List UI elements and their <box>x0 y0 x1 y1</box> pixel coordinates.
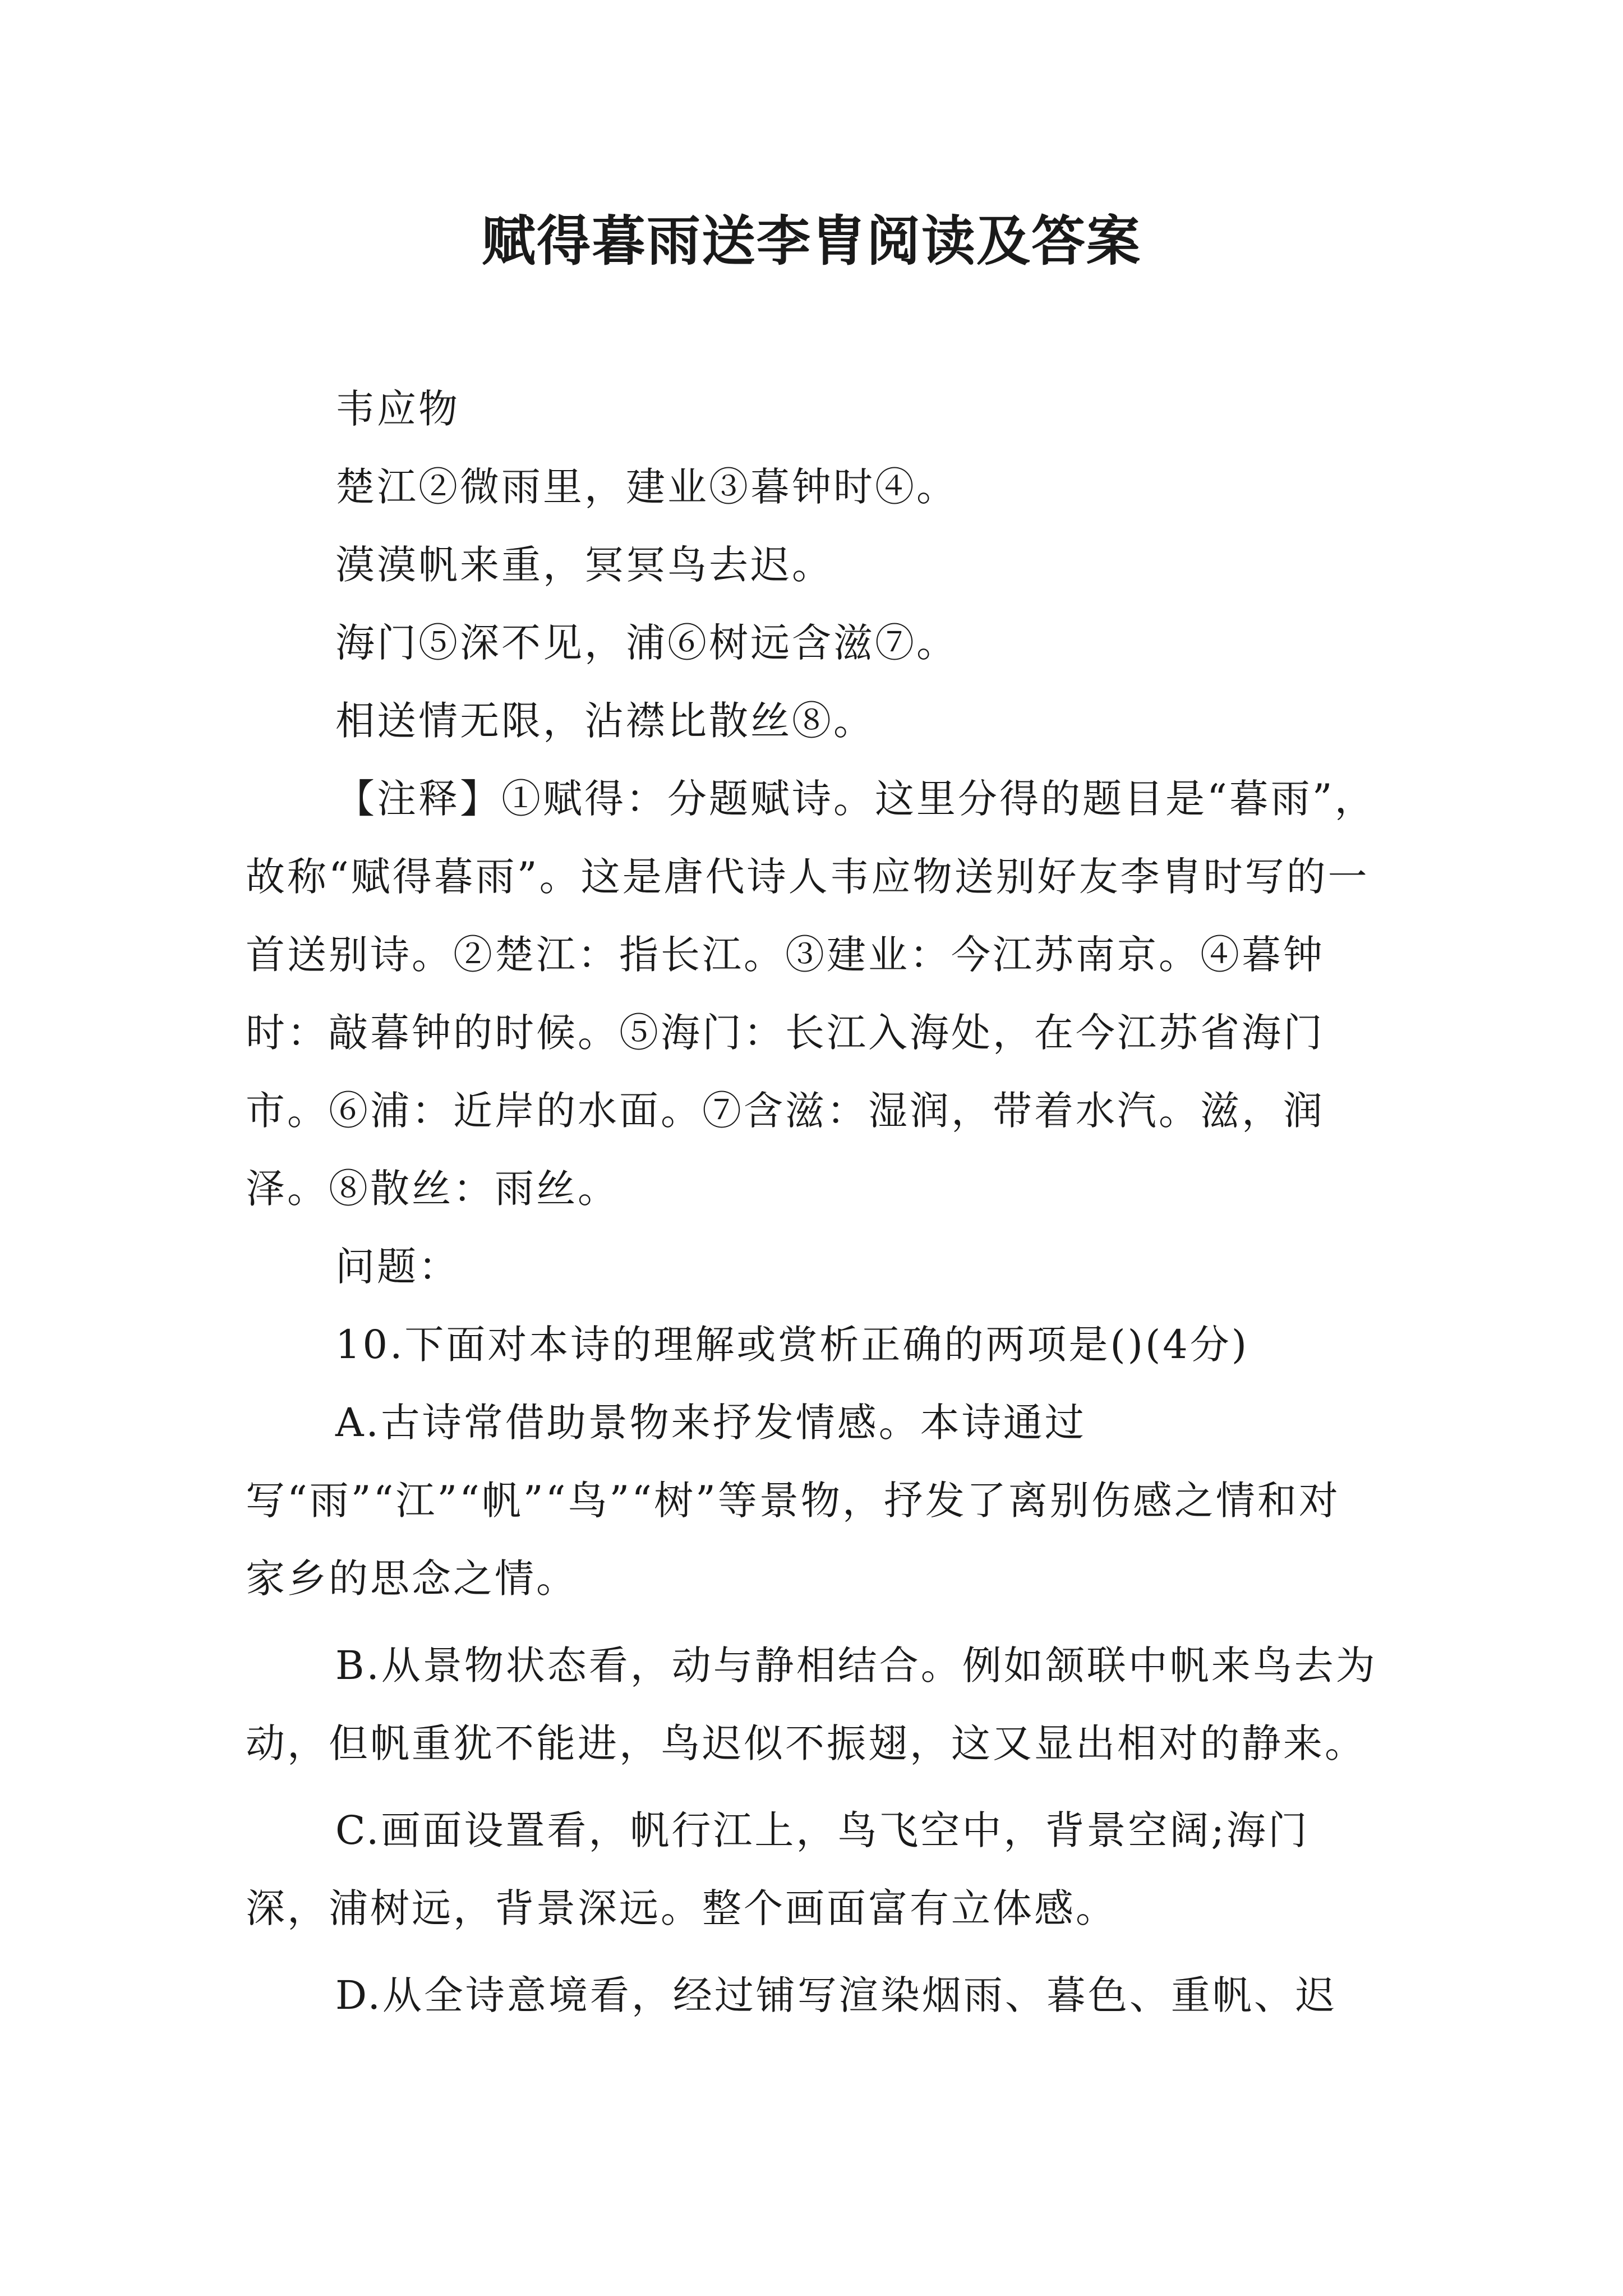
page-title: 赋得暮雨送李胄阅读及答案 <box>482 210 1141 273</box>
option-b: B.从景物状态看，动与静相结合。例如颔联中帆来鸟去为动，但帆重犹不能进，鸟迟似不振翅，这又显出相对的静来。 <box>246 1642 1377 1766</box>
poem-author: 韦应物 <box>335 386 460 432</box>
document-body <box>246 370 1378 2035</box>
poem-line-1: 楚江②微雨里，建业③暮钟时④。 <box>335 464 958 510</box>
questions-label: 问题： <box>335 1244 460 1290</box>
option-d: D.从全诗意境看，经过铺写渲染烟雨、暮色、重帆、迟 <box>335 1972 1337 2018</box>
option-c: C.画面设置看，帆行江上，鸟飞空中，背景空阔;海门深，浦树远，背景深远。整个画面富有立体感。 <box>246 1807 1310 1931</box>
poem-line-4: 相送情无限，沾襟比散丝⑧。 <box>335 698 875 744</box>
question-10: 10.下面对本诗的理解或赏析正确的两项是()(4分) <box>335 1322 1249 1368</box>
poem-line-3: 海门⑤深不见，浦⑥树远含滋⑦。 <box>335 620 958 666</box>
annotation-paragraph: 【注释】①赋得：分题赋诗。这里分得的题目是“暮雨”，故称“赋得暮雨”。这是唐代诗人韦应物送别好友李胄时写的一首送别诗。②楚江：指长江。③建业：今江苏南京。④暮钟时：敲暮钟的时候。⑤海门：长江入海处，在今江苏省海门市。⑥浦：近岸的水面。⑦含滋：湿润，带着水汽。滋，润泽。⑧散丝：雨丝。 <box>246 776 1376 1212</box>
poem-line-2: 漠漠帆来重，冥冥鸟去迟。 <box>335 542 833 588</box>
option-a: A.古诗常借助景物来抒发情感。本诗通过写“雨”“江”“帆”“鸟”“树”等景物，抒发了离别伤感之情和对家乡的思念之情。 <box>246 1400 1340 1602</box>
